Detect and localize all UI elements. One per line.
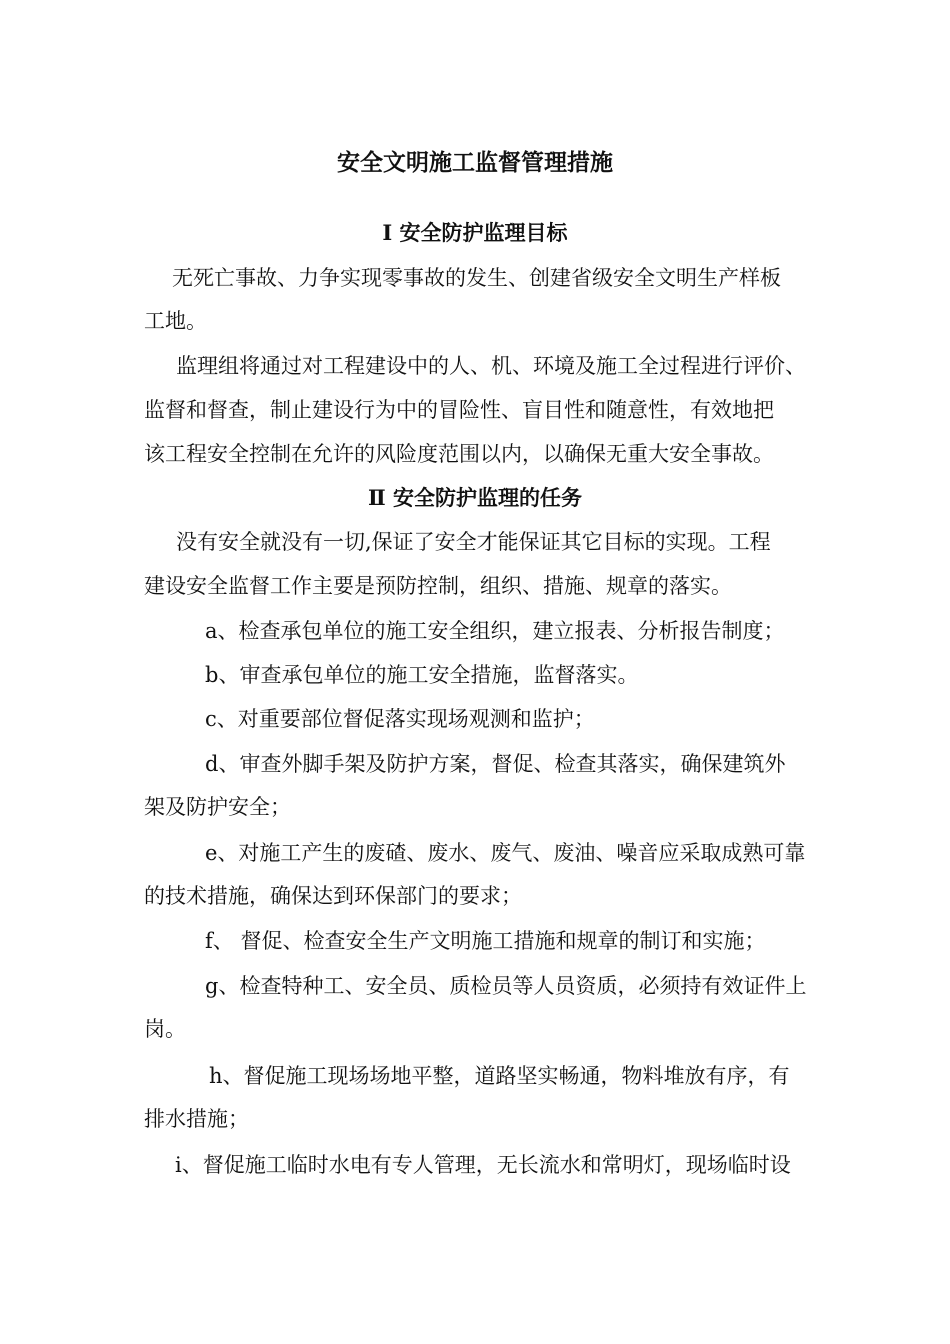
list-item: h、督促施工现场场地平整，道路坚实畅通，物料堆放有序，有 [209,1064,790,1088]
section-1-heading: Ⅰ 安全防护监理目标 [382,220,568,245]
list-item-continuation: 架及防护安全； [144,795,291,819]
page-title: 安全文明施工监督管理措施 [337,149,613,176]
list-item-continuation: 排水措施； [144,1107,249,1131]
paragraph-line: 无死亡事故、力争实现零事故的发生、创建省级安全文明生产样板 [172,266,781,290]
paragraph-line: 监理组将通过对工程建设中的人、机、环境及施工全过程进行评价、 [176,354,806,378]
list-item: f、 督促、检查安全生产文明施工措施和规章的制订和实施； [205,929,766,953]
list-item: d、审查外脚手架及防护方案，督促、检查其落实，确保建筑外 [205,752,786,776]
paragraph-line: 监督和督查，制止建设行为中的冒险性、盲目性和随意性，有效地把 [144,398,774,422]
paragraph-line: 该工程安全控制在允许的风险度范围以内，以确保无重大安全事故。 [144,442,774,466]
paragraph-line: 建设安全监督工作主要是预防控制，组织、措施、规章的落实。 [144,574,732,598]
section-2-heading: Ⅱ 安全防护监理的任务 [367,485,582,510]
list-item: a、检查承包单位的施工安全组织，建立报表、分析报告制度； [205,619,785,643]
list-item: c、对重要部位督促落实现场观测和监护； [205,707,595,731]
list-item-continuation: 岗。 [144,1017,186,1041]
list-item-continuation: 的技术措施，确保达到环保部门的要求； [144,884,522,908]
paragraph-line: 工地。 [144,309,207,333]
paragraph-line: 没有安全就没有一切,保证了安全才能保证其它目标的实现。工程 [176,530,771,554]
list-item: e、对施工产生的废碴、废水、废气、废油、噪音应采取成熟可靠 [205,841,806,865]
list-item: g、检查特种工、安全员、质检员等人员资质，必须持有效证件上 [205,974,807,998]
list-item: i、督促施工临时水电有专人管理，无长流水和常明灯，现场临时设 [175,1153,791,1177]
list-item: b、审查承包单位的施工安全措施，监督落实。 [205,663,639,687]
